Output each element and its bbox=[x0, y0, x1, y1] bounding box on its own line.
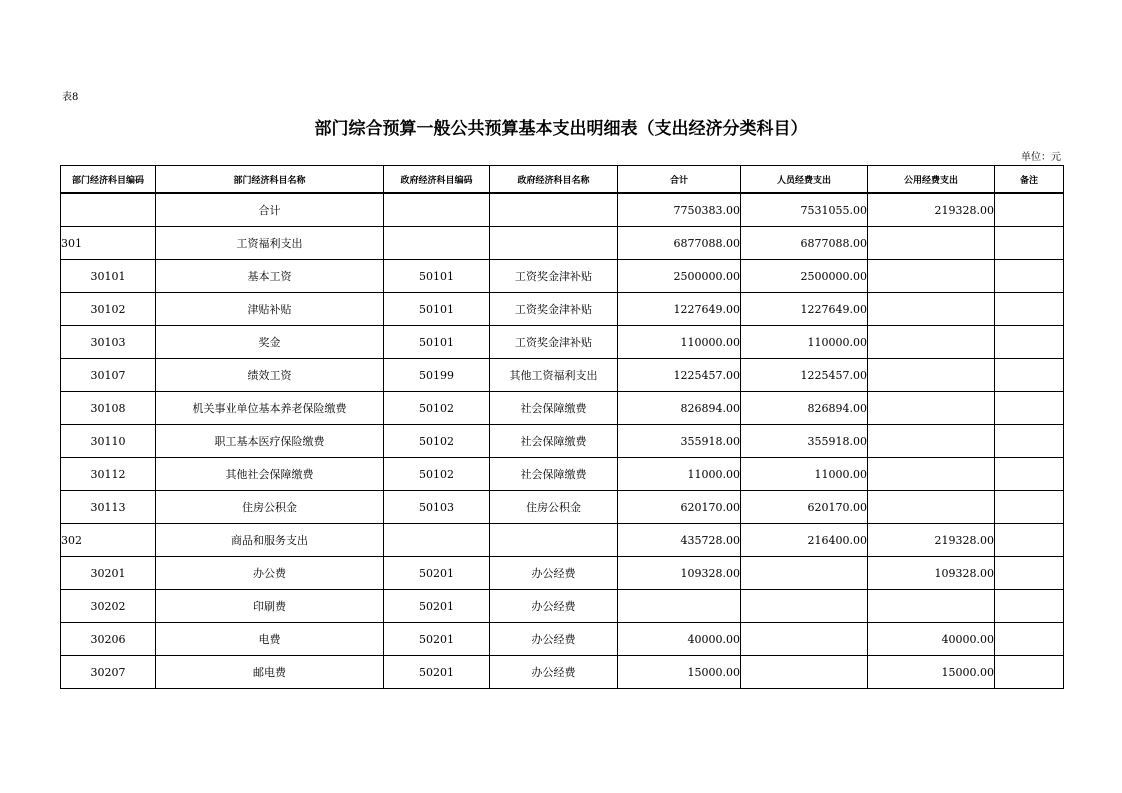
cell-gov-name: 办公经费 bbox=[490, 590, 618, 623]
table-row bbox=[61, 458, 1064, 491]
cell-public bbox=[868, 326, 995, 359]
cell-gov-name bbox=[490, 524, 618, 557]
cell-dept-name: 职工基本医疗保险缴费 bbox=[156, 425, 384, 458]
cell-total: 6877088.00 bbox=[618, 227, 741, 260]
cell-personnel bbox=[741, 590, 868, 623]
cell-dept-code: 302 bbox=[61, 524, 156, 557]
cell-note bbox=[995, 623, 1064, 656]
cell-personnel: 2500000.00 bbox=[741, 260, 868, 293]
cell-gov-name: 社会保障缴费 bbox=[490, 392, 618, 425]
cell-gov-code: 50103 bbox=[384, 491, 490, 524]
cell-dept-name: 奖金 bbox=[156, 326, 384, 359]
table-row bbox=[61, 656, 1064, 689]
cell-gov-code: 50102 bbox=[384, 392, 490, 425]
cell-dept-code: 30201 bbox=[61, 557, 156, 590]
cell-personnel: 7531055.00 bbox=[741, 193, 868, 227]
cell-note bbox=[995, 491, 1064, 524]
cell-public: 40000.00 bbox=[868, 623, 995, 656]
cell-gov-name: 社会保障缴费 bbox=[490, 425, 618, 458]
cell-personnel: 355918.00 bbox=[741, 425, 868, 458]
cell-personnel bbox=[741, 623, 868, 656]
cell-public bbox=[868, 293, 995, 326]
cell-gov-code: 50101 bbox=[384, 260, 490, 293]
cell-gov-code: 50201 bbox=[384, 590, 490, 623]
table-row bbox=[61, 590, 1064, 623]
cell-personnel: 1227649.00 bbox=[741, 293, 868, 326]
cell-dept-name: 印刷费 bbox=[156, 590, 384, 623]
cell-note bbox=[995, 293, 1064, 326]
cell-public bbox=[868, 458, 995, 491]
cell-dept-name: 其他社会保障缴费 bbox=[156, 458, 384, 491]
cell-gov-code: 50102 bbox=[384, 425, 490, 458]
cell-gov-code: 50101 bbox=[384, 326, 490, 359]
cell-note bbox=[995, 425, 1064, 458]
cell-gov-name bbox=[490, 193, 618, 227]
cell-gov-code bbox=[384, 524, 490, 557]
cell-dept-name: 住房公积金 bbox=[156, 491, 384, 524]
cell-dept-name: 邮电费 bbox=[156, 656, 384, 689]
cell-dept-name: 机关事业单位基本养老保险缴费 bbox=[156, 392, 384, 425]
cell-dept-code: 30108 bbox=[61, 392, 156, 425]
cell-public bbox=[868, 425, 995, 458]
table-row bbox=[61, 392, 1064, 425]
cell-dept-name: 电费 bbox=[156, 623, 384, 656]
cell-dept-code: 301 bbox=[61, 227, 156, 260]
cell-dept-name: 商品和服务支出 bbox=[156, 524, 384, 557]
cell-total: 435728.00 bbox=[618, 524, 741, 557]
cell-note bbox=[995, 590, 1064, 623]
cell-total bbox=[618, 590, 741, 623]
cell-total: 11000.00 bbox=[618, 458, 741, 491]
cell-note bbox=[995, 260, 1064, 293]
cell-public bbox=[868, 260, 995, 293]
cell-gov-code bbox=[384, 193, 490, 227]
table-row bbox=[61, 326, 1064, 359]
table-row bbox=[61, 623, 1064, 656]
cell-personnel: 216400.00 bbox=[741, 524, 868, 557]
cell-gov-name: 工资奖金津补贴 bbox=[490, 260, 618, 293]
cell-dept-name: 办公费 bbox=[156, 557, 384, 590]
cell-total: 1225457.00 bbox=[618, 359, 741, 392]
table-row bbox=[61, 293, 1064, 326]
cell-gov-code: 50101 bbox=[384, 293, 490, 326]
cell-gov-code bbox=[384, 227, 490, 260]
sheet-label: 表8 bbox=[62, 92, 79, 103]
table-body bbox=[61, 193, 1064, 689]
col-header-public: 公用经费支出 bbox=[868, 166, 995, 194]
cell-personnel: 110000.00 bbox=[741, 326, 868, 359]
col-header-gov-name: 政府经济科目名称 bbox=[490, 166, 618, 194]
cell-personnel: 6877088.00 bbox=[741, 227, 868, 260]
cell-public bbox=[868, 359, 995, 392]
cell-total: 40000.00 bbox=[618, 623, 741, 656]
cell-note bbox=[995, 392, 1064, 425]
cell-total: 355918.00 bbox=[618, 425, 741, 458]
col-header-personnel: 人员经费支出 bbox=[741, 166, 868, 194]
cell-public: 109328.00 bbox=[868, 557, 995, 590]
cell-total: 1227649.00 bbox=[618, 293, 741, 326]
table-row bbox=[61, 193, 1064, 227]
table-row bbox=[61, 227, 1064, 260]
cell-gov-name: 住房公积金 bbox=[490, 491, 618, 524]
cell-personnel bbox=[741, 557, 868, 590]
cell-dept-code: 30206 bbox=[61, 623, 156, 656]
cell-public: 219328.00 bbox=[868, 524, 995, 557]
cell-gov-name: 办公经费 bbox=[490, 656, 618, 689]
cell-dept-code: 30101 bbox=[61, 260, 156, 293]
cell-personnel: 1225457.00 bbox=[741, 359, 868, 392]
cell-total: 2500000.00 bbox=[618, 260, 741, 293]
cell-note bbox=[995, 359, 1064, 392]
cell-note bbox=[995, 524, 1064, 557]
cell-gov-code: 50201 bbox=[384, 557, 490, 590]
table-row bbox=[61, 260, 1064, 293]
cell-total: 110000.00 bbox=[618, 326, 741, 359]
cell-gov-name: 社会保障缴费 bbox=[490, 458, 618, 491]
unit-label: 单位：元 bbox=[1021, 152, 1061, 163]
cell-gov-name bbox=[490, 227, 618, 260]
cell-personnel bbox=[741, 656, 868, 689]
cell-note bbox=[995, 656, 1064, 689]
cell-gov-name: 办公经费 bbox=[490, 623, 618, 656]
cell-dept-code: 30113 bbox=[61, 491, 156, 524]
cell-note bbox=[995, 557, 1064, 590]
table-row bbox=[61, 491, 1064, 524]
table-row bbox=[61, 425, 1064, 458]
cell-gov-code: 50102 bbox=[384, 458, 490, 491]
cell-gov-name: 工资奖金津补贴 bbox=[490, 293, 618, 326]
cell-note bbox=[995, 193, 1064, 227]
cell-total: 7750383.00 bbox=[618, 193, 741, 227]
cell-dept-code: 30207 bbox=[61, 656, 156, 689]
cell-dept-code: 30102 bbox=[61, 293, 156, 326]
table-header-row bbox=[61, 166, 1064, 194]
cell-gov-code: 50199 bbox=[384, 359, 490, 392]
col-header-dept-name: 部门经济科目名称 bbox=[156, 166, 384, 194]
cell-note bbox=[995, 326, 1064, 359]
cell-gov-code: 50201 bbox=[384, 623, 490, 656]
cell-dept-name: 基本工资 bbox=[156, 260, 384, 293]
cell-dept-name: 合计 bbox=[156, 193, 384, 227]
cell-personnel: 620170.00 bbox=[741, 491, 868, 524]
cell-note bbox=[995, 227, 1064, 260]
cell-dept-code bbox=[61, 193, 156, 227]
table-row bbox=[61, 359, 1064, 392]
cell-dept-code: 30202 bbox=[61, 590, 156, 623]
cell-total: 620170.00 bbox=[618, 491, 741, 524]
cell-dept-name: 工资福利支出 bbox=[156, 227, 384, 260]
cell-gov-name: 其他工资福利支出 bbox=[490, 359, 618, 392]
cell-total: 109328.00 bbox=[618, 557, 741, 590]
cell-dept-name: 绩效工资 bbox=[156, 359, 384, 392]
table-row bbox=[61, 557, 1064, 590]
col-header-gov-code: 政府经济科目编码 bbox=[384, 166, 490, 194]
cell-public: 15000.00 bbox=[868, 656, 995, 689]
cell-total: 15000.00 bbox=[618, 656, 741, 689]
col-header-note: 备注 bbox=[995, 166, 1064, 194]
page-title: 部门综合预算一般公共预算基本支出明细表（支出经济分类科目） bbox=[314, 119, 808, 139]
cell-gov-code: 50201 bbox=[384, 656, 490, 689]
cell-personnel: 11000.00 bbox=[741, 458, 868, 491]
budget-table bbox=[60, 165, 1064, 689]
cell-personnel: 826894.00 bbox=[741, 392, 868, 425]
cell-note bbox=[995, 458, 1064, 491]
cell-gov-name: 办公经费 bbox=[490, 557, 618, 590]
cell-public bbox=[868, 392, 995, 425]
col-header-dept-code: 部门经济科目编码 bbox=[61, 166, 156, 194]
cell-public: 219328.00 bbox=[868, 193, 995, 227]
cell-public bbox=[868, 590, 995, 623]
cell-dept-code: 30112 bbox=[61, 458, 156, 491]
cell-public bbox=[868, 227, 995, 260]
cell-gov-name: 工资奖金津补贴 bbox=[490, 326, 618, 359]
cell-dept-code: 30103 bbox=[61, 326, 156, 359]
cell-dept-name: 津贴补贴 bbox=[156, 293, 384, 326]
col-header-total: 合计 bbox=[618, 166, 741, 194]
cell-public bbox=[868, 491, 995, 524]
table-row bbox=[61, 524, 1064, 557]
cell-total: 826894.00 bbox=[618, 392, 741, 425]
cell-dept-code: 30107 bbox=[61, 359, 156, 392]
cell-dept-code: 30110 bbox=[61, 425, 156, 458]
